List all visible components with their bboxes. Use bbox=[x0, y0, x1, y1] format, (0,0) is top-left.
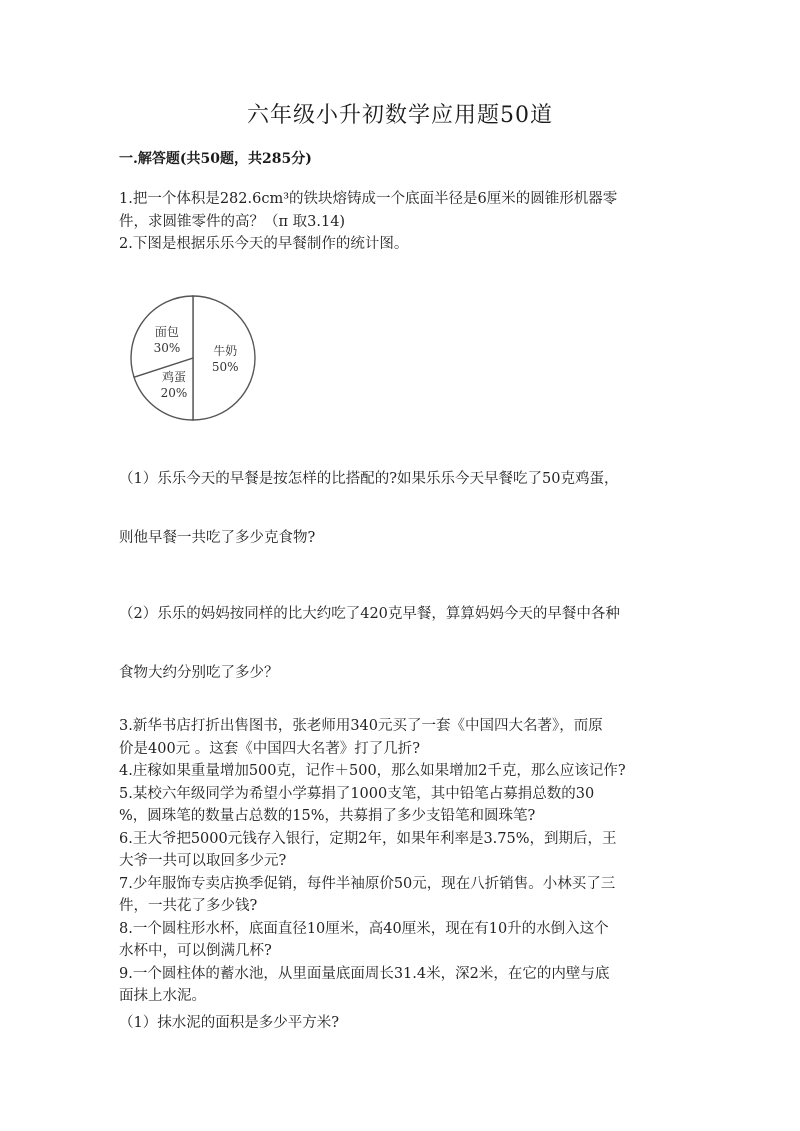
question-2-part-1-line-a: （1）乐乐今天的早餐是按怎样的比搭配的?如果乐乐今天早餐吃了50克鸡蛋， bbox=[119, 471, 619, 487]
question-2-part-2-line-b: 食物大约分别吃了多少？ bbox=[119, 665, 279, 681]
question-line: 6.王大爷把5000元钱存入银行，定期2年，如果年利率是3.75%，到期后，王 bbox=[119, 830, 617, 847]
pie-slice-label: 面包 bbox=[154, 325, 179, 339]
question-line: 7.少年服饰专卖店换季促销，每件半袖原价50元，现在八折销售。小林买了三 bbox=[119, 875, 616, 892]
question-line: 9.一个圆柱体的蓄水池，从里面量底面周长31.4米，深2米，在它的内壁与底 bbox=[119, 965, 610, 982]
questions-3-to-9 bbox=[119, 715, 689, 1008]
question-2-part-2-line-a: （2）乐乐的妈妈按同样的比大约吃了420克早餐，算算妈妈今天的早餐中各种 bbox=[119, 606, 620, 622]
question-line: 4.庄稼如果重量增加500克，记作＋500，那么如果增加2千克，那么应该记作? bbox=[119, 763, 626, 779]
question-1-line: 1.把一个体积是282.6cm³的铁块熔铸成一个底面半径是6厘米的圆锥形机器零 bbox=[119, 191, 618, 207]
question-line: %，圆珠笔的数量占总数的15%，共募捐了多少支铅笔和圆珠笔? bbox=[119, 808, 536, 824]
question-line: 价是400元 。这套《中国四大名著》打了几折? bbox=[119, 740, 421, 757]
question-1-line: 件，求圆锥零件的高？（π 取3.14) bbox=[119, 213, 346, 230]
question-line: 3.新华书店打折出售图书，张老师用340元买了一套《中国四大名著》，而原 bbox=[119, 718, 603, 734]
question-2-part-1-line-b: 则他早餐一共吃了多少克食物? bbox=[119, 530, 316, 546]
question-9-part-1: （1）抹水泥的面积是多少平方米? bbox=[119, 1015, 339, 1031]
question-line: 水杯中，可以倒满几杯? bbox=[119, 943, 272, 959]
pie-slice-value-label: 20% bbox=[160, 386, 188, 401]
pie-slice-label: 牛奶 bbox=[213, 344, 238, 358]
page-title: 六年级小升初数学应用题50道 bbox=[247, 103, 553, 128]
pie-slice-1 bbox=[193, 296, 255, 420]
question-line: 面抹上水泥。 bbox=[119, 988, 206, 1004]
breakfast-pie-chart bbox=[128, 292, 258, 424]
question-line: 件，一共花了多少钱? bbox=[119, 898, 258, 914]
question-line: 8.一个圆柱形水杯，底面直径10厘米，高40厘米，现在有10升的水倒入这个 bbox=[119, 920, 609, 937]
section-heading: 一.解答题(共50题，共285分) bbox=[119, 151, 312, 167]
question-2: 2.下图是根据乐乐今天的早餐制作的统计图。 bbox=[119, 236, 409, 252]
question-line: 大爷一共可以取回多少元? bbox=[119, 853, 287, 869]
question-line: 5.某校六年级同学为希望小学募捐了1000支笔，其中铅笔占募捐总数的30 bbox=[119, 785, 595, 802]
pie-slice-value-label: 50% bbox=[211, 360, 239, 374]
pie-slice-value-label: 30% bbox=[153, 341, 181, 355]
question-1 bbox=[119, 188, 689, 256]
pie-slice-label: 鸡蛋 bbox=[161, 370, 187, 385]
